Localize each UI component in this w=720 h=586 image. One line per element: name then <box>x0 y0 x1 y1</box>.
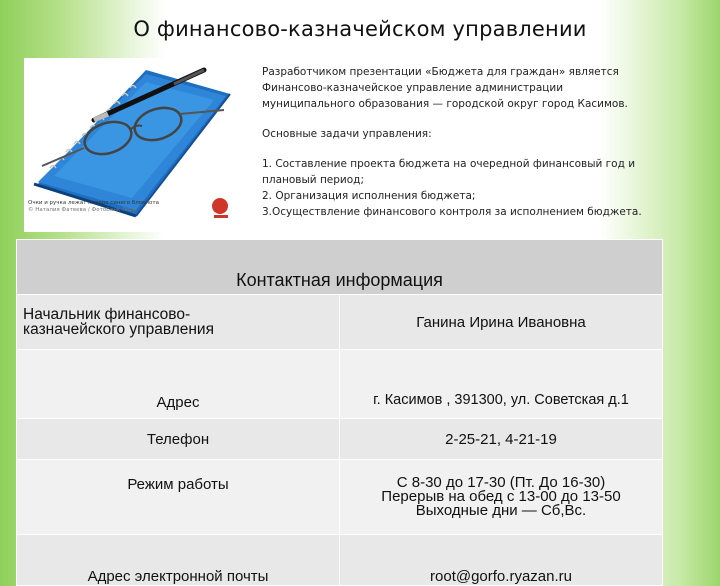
photo-caption-line: Очки и ручка лежат поверх синего блокнота <box>28 200 159 206</box>
address-value: г. Касимов , 391300, ул. Советская д.1 <box>340 350 663 419</box>
label-line: Начальник финансово- <box>23 306 191 323</box>
working-hours-line: Выходные дни — Сб,Вс. <box>415 502 587 519</box>
intro-text <box>262 64 702 220</box>
intro-line: Разработчиком презентации «Бюджета для граждан» является <box>262 66 619 78</box>
label-line: казначейского управления <box>23 321 214 338</box>
phone-value: 2-25-21, 4-21-19 <box>340 419 663 460</box>
address-label: Адрес <box>17 350 340 419</box>
working-hours-line: Перерыв на обед с 13-00 до 13-50 <box>381 488 621 505</box>
intro-line: муниципального образования — городской округ город Касимов. <box>262 98 628 110</box>
notebook-photo <box>24 58 242 232</box>
page-title: О финансово-казначейском управлении <box>133 17 587 41</box>
working-hours-value <box>340 460 663 535</box>
task-item: 1. Составление проекта бюджета на очередной финансовый год и <box>262 158 636 170</box>
table-row <box>17 460 663 535</box>
contacts-heading: Контактная информация <box>17 240 663 295</box>
head-of-department-label <box>17 295 340 350</box>
head-of-department-value: Ганина Ирина Ивановна <box>340 295 663 350</box>
contacts-table <box>16 239 663 585</box>
contacts-table-header <box>17 240 663 295</box>
table-row <box>17 295 663 350</box>
task-item: 2. Организация исполнения бюджета; <box>262 190 476 202</box>
task-item: 3.Осуществление финансового контроля за исполнением бюджета. <box>262 206 642 218</box>
email-value: root@gorfo.ryazan.ru <box>340 535 663 586</box>
table-row <box>17 350 663 419</box>
working-hours-label: Режим работы <box>17 460 340 535</box>
table-row <box>17 535 663 586</box>
intro-line: Финансово-казначейское управление администрации <box>262 82 564 94</box>
phone-label: Телефон <box>17 419 340 460</box>
task-item: плановый период; <box>262 174 364 186</box>
working-hours-line: С 8-30 до 17-30 (Пт. До 16-30) <box>396 474 606 491</box>
email-label: Адрес электронной почты <box>17 535 340 586</box>
tasks-heading: Основные задачи управления: <box>262 128 432 140</box>
photo-caption-line: © Наталия Фатеева / ФотоБанк Лори <box>28 207 137 213</box>
photo-caption <box>28 200 159 214</box>
table-row <box>17 419 663 460</box>
